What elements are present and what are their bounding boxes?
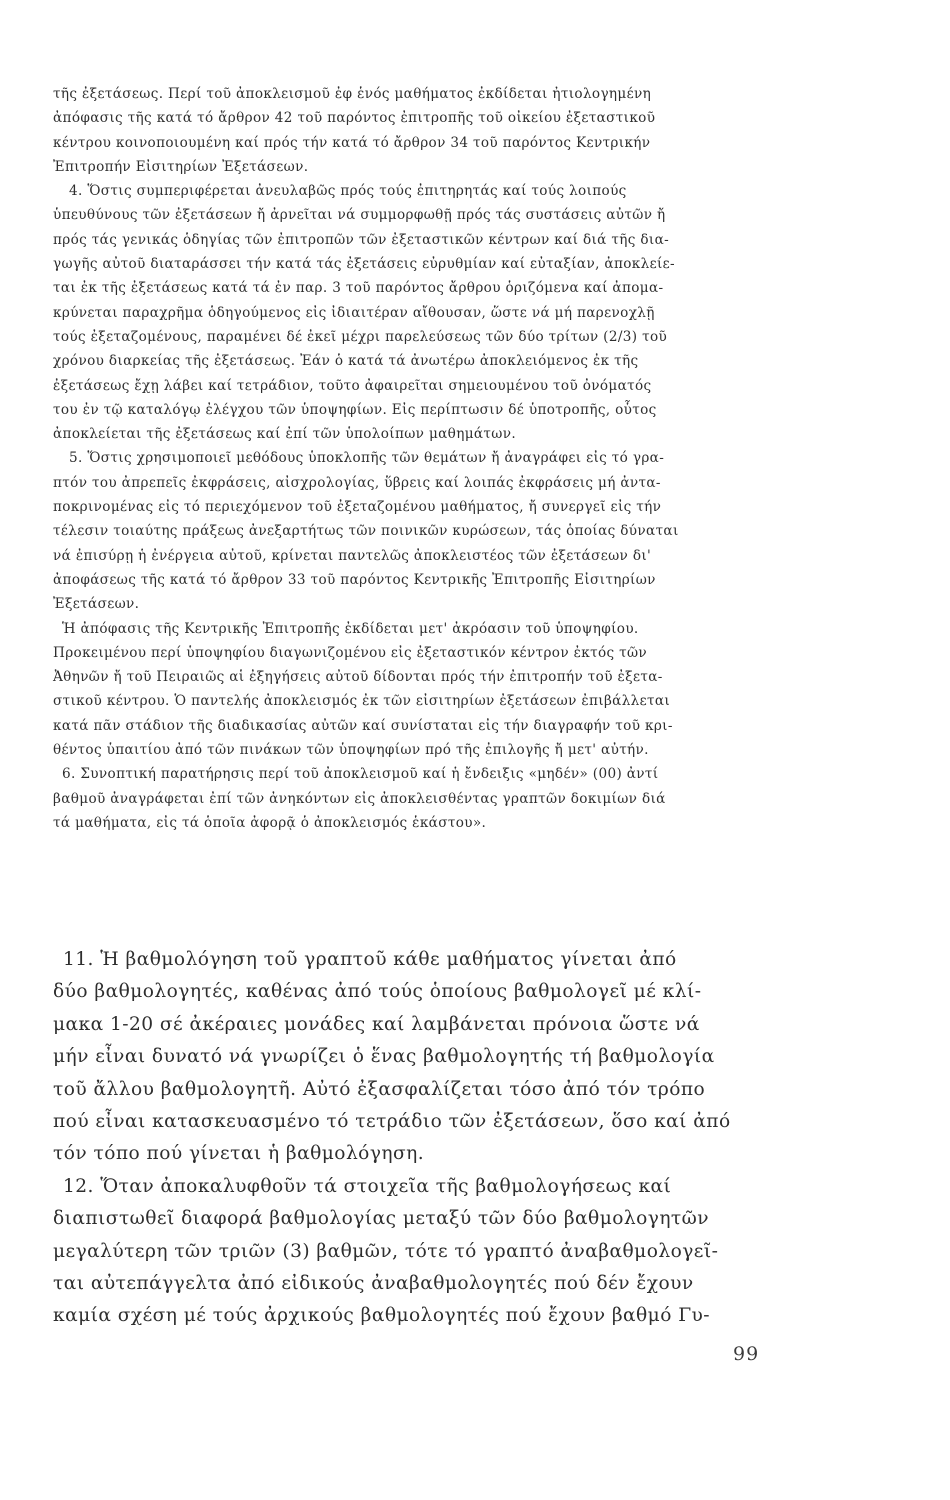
text-line: ποκρινομένας εἰς τό περιεχόμενον τοῦ ἐξεταζομένου μαθήματος, ἤ συνεργεῖ εἰς τήν — [53, 499, 662, 516]
text-line: πτόν του ἀπρεπεῖς ἐκφράσεις, αἰσχρολογίας, ὕβρεις καί λοιπάς ἐκφράσεις μή ἀντα- — [53, 474, 661, 491]
text-line: στικοῦ κέντρου. Ὁ παντελής ἀποκλεισμός ἐκ τῶν εἰσιτηρίων ἐξετάσεων ἐπιβάλλεται — [53, 693, 671, 710]
text-line: χρόνου διαρκείας τῆς ἐξετάσεως. Ἐάν ὁ κατά τά ἀνωτέρω ἀποκλειόμενος ἐκ τῆς — [53, 353, 639, 370]
text-line: τῆς ἐξετάσεως. Περί τοῦ ἀποκλεισμοῦ ἐφ ἑνός μαθήματος ἐκδίδεται ἠτιολογημένη — [53, 86, 652, 102]
text-line: Ἐπιτροπήν Εἰσιτηρίων Ἐξετάσεων. — [53, 158, 309, 175]
text-line: ἀπόφασις τῆς κατά τό ἄρθρον 42 τοῦ παρόντος ἐπιτροπῆς τοῦ οἰκείου ἐξεταστικοῦ — [53, 110, 656, 127]
text-line: πρός τάς γενικάς ὁδηγίας τῶν ἐπιτροπῶν τῶν ἐξεταστικῶν κέντρων καί διά τῆς δια- — [53, 231, 670, 248]
text-line: τά μαθήματα, εἰς τά ὁποῖα ἀφορᾷ ὁ ἀποκλεισμός ἑκάστου». — [53, 814, 487, 831]
page-number: 99 — [733, 1343, 760, 1365]
text-line: ται ἐκ τῆς ἐξετάσεως κατά τά ἐν παρ. 3 τοῦ παρόντος ἄρθρου ὁριζόμενα καί ἀπομα- — [53, 280, 664, 297]
text-line: Ἀθηνῶν ἤ τοῦ Πειραιῶς αἱ ἐξηγήσεις αὐτοῦ δίδονται πρός τήν ἐπιτροπήν τοῦ ἐξετα- — [53, 669, 663, 686]
text-line: νά ἐπισύρῃ ἡ ἐνέργεια αὐτοῦ, κρίνεται παντελῶς ἀποκλειστέος τῶν ἐξετάσεων δι' — [53, 547, 652, 564]
text-line: θέντος ὑπαιτίου ἀπό τῶν πινάκων τῶν ὑποψηφίων πρό τῆς ἐπιλογῆς ἤ μετ' αὐτήν. — [53, 742, 649, 759]
text-line: μήν εἶναι δυνατό νά γνωρίζει ὁ ἕνας βαθμολογητής τή βαθμολογία — [53, 1046, 715, 1068]
text-line: κρύνεται παραχρῆμα ὁδηγούμενος εἰς ἰδιαιτέραν αἴθουσαν, ὥστε νά μή παρενοχλῇ — [53, 304, 655, 321]
text-line: καμία σχέση μέ τούς ἀρχικούς βαθμολογητές πού ἔχουν βαθμό Γυ- — [53, 1305, 711, 1327]
text-line: 12. Ὅταν ἀποκαλυφθοῦν τά στοιχεῖα τῆς βαθμολογήσεως καί — [63, 1175, 672, 1197]
text-line: μακα 1-20 σέ ἀκέραιες μονάδες καί λαμβάνεται πρόνοια ὥστε νά — [53, 1013, 700, 1035]
text-line: κέντρου κοινοποιουμένη καί πρός τήν κατά τό ἄρθρον 34 τοῦ παρόντος Κεντρικήν — [53, 134, 651, 151]
text-line: τόν τόπο πού γίνεται ἡ βαθμολόγηση. — [53, 1143, 425, 1165]
text-line: ἀποφάσεως τῆς κατά τό ἄρθρον 33 τοῦ παρόντος Κεντρικῆς Ἐπιτροπῆς Εἰσιτηρίων — [53, 571, 656, 588]
text-line: ται αὐτεπάγγελτα ἀπό εἰδικούς ἀναβαθμολογητές πού δέν ἔχουν — [53, 1272, 694, 1294]
text-line: τέλεσιν τοιαύτης πράξεως ἀνεξαρτήτως τῶν ποινικῶν κυρώσεων, τάς ὁποίας δύναται — [53, 523, 679, 540]
text-line: τούς ἐξεταζομένους, παραμένει δέ ἐκεῖ μέχρι παρελεύσεως τῶν δύο τρίτων (2/3) τοῦ — [53, 328, 668, 345]
text-line: 5. Ὅστις χρησιμοποιεῖ μεθόδους ὑποκλοπῆς τῶν θεμάτων ἤ ἀναγράφει εἰς τό γρα- — [69, 450, 665, 467]
text-line: ὑπευθύνους τῶν ἐξετάσεων ἤ ἀρνεῖται νά συμμορφωθῇ πρός τάς συστάσεις αὐτῶν ἤ — [53, 207, 666, 224]
text-line: ἀποκλείεται τῆς ἐξετάσεως καί ἐπί τῶν ὑπολοίπων μαθημάτων. — [53, 426, 516, 443]
previous-article-paragraphs — [53, 82, 763, 835]
text-line: πού εἶναι κατασκευασμένο τό τετράδιο τῶν ἐξετάσεων, ὅσο καί ἀπό — [53, 1110, 731, 1132]
text-line: του ἐν τῷ καταλόγῳ ἐλέγχου τῶν ὑποψηφίων. Εἰς περίπτωσιν δέ ὑποτροπῆς, οὗτος — [53, 401, 657, 418]
text-line: Ἐξετάσεων. — [53, 596, 140, 613]
text-line: γωγῆς αὐτοῦ διαταράσσει τήν κατά τάς ἐξετάσεις εὐρυθμίαν καί εὐταξίαν, ἀποκλείε- — [53, 256, 675, 273]
text-line: Ἡ ἀπόφασις τῆς Κεντρικῆς Ἐπιτροπῆς ἐκδίδεται μετ' ἀκρόασιν τοῦ ὑποψηφίου. — [62, 620, 639, 637]
text-line: δύο βαθμολογητές, καθένας ἀπό τούς ὁποίους βαθμολογεῖ μέ κλί- — [53, 981, 702, 1003]
text-line: 11. Ἡ βαθμολόγηση τοῦ γραπτοῦ κάθε μαθήματος γίνεται ἀπό — [63, 949, 677, 970]
text-line: Προκειμένου περί ὑποψηφίου διαγωνιζομένου εἰς ἐξεταστικόν κέντρον ἐκτός τῶν — [53, 644, 648, 661]
text-line: βαθμοῦ ἀναγράφεται ἐπί τῶν ἀνηκόντων εἰς ἀποκλεισθέντας γραπτῶν δοκιμίων διά — [53, 790, 666, 807]
text-line: μεγαλύτερη τῶν τριῶν (3) βαθμῶν, τότε τό γραπτό ἀναβαθμολογεῖ- — [53, 1240, 719, 1262]
text-line: τοῦ ἄλλου βαθμολογητῆ. Αὐτό ἐξασφαλίζεται τόσο ἀπό τόν τρόπο — [53, 1078, 706, 1100]
main-paragraphs — [53, 944, 773, 1333]
text-line: 6. Συνοπτική παρατήρησις περί τοῦ ἀποκλεισμοῦ καί ἡ ἔνδειξις «μηδέν» (00) ἀντί — [62, 766, 659, 783]
text-line: κατά πᾶν στάδιον τῆς διαδικασίας αὐτῶν καί συνίσταται εἰς τήν διαγραφήν τοῦ κρι- — [53, 717, 673, 734]
text-line: διαπιστωθεῖ διαφορά βαθμολογίας μεταξύ τῶν δύο βαθμολογητῶν — [53, 1208, 710, 1230]
text-line: 4. Ὅστις συμπεριφέρεται ἀνευλαβῶς πρός τούς ἐπιτηρητάς καί τούς λοιπούς — [69, 183, 627, 200]
text-line: ἐξετάσεως ἔχῃ λάβει καί τετράδιον, τοῦτο ἀφαιρεῖται σημειουμένου τοῦ ὀνόματός — [53, 377, 652, 394]
